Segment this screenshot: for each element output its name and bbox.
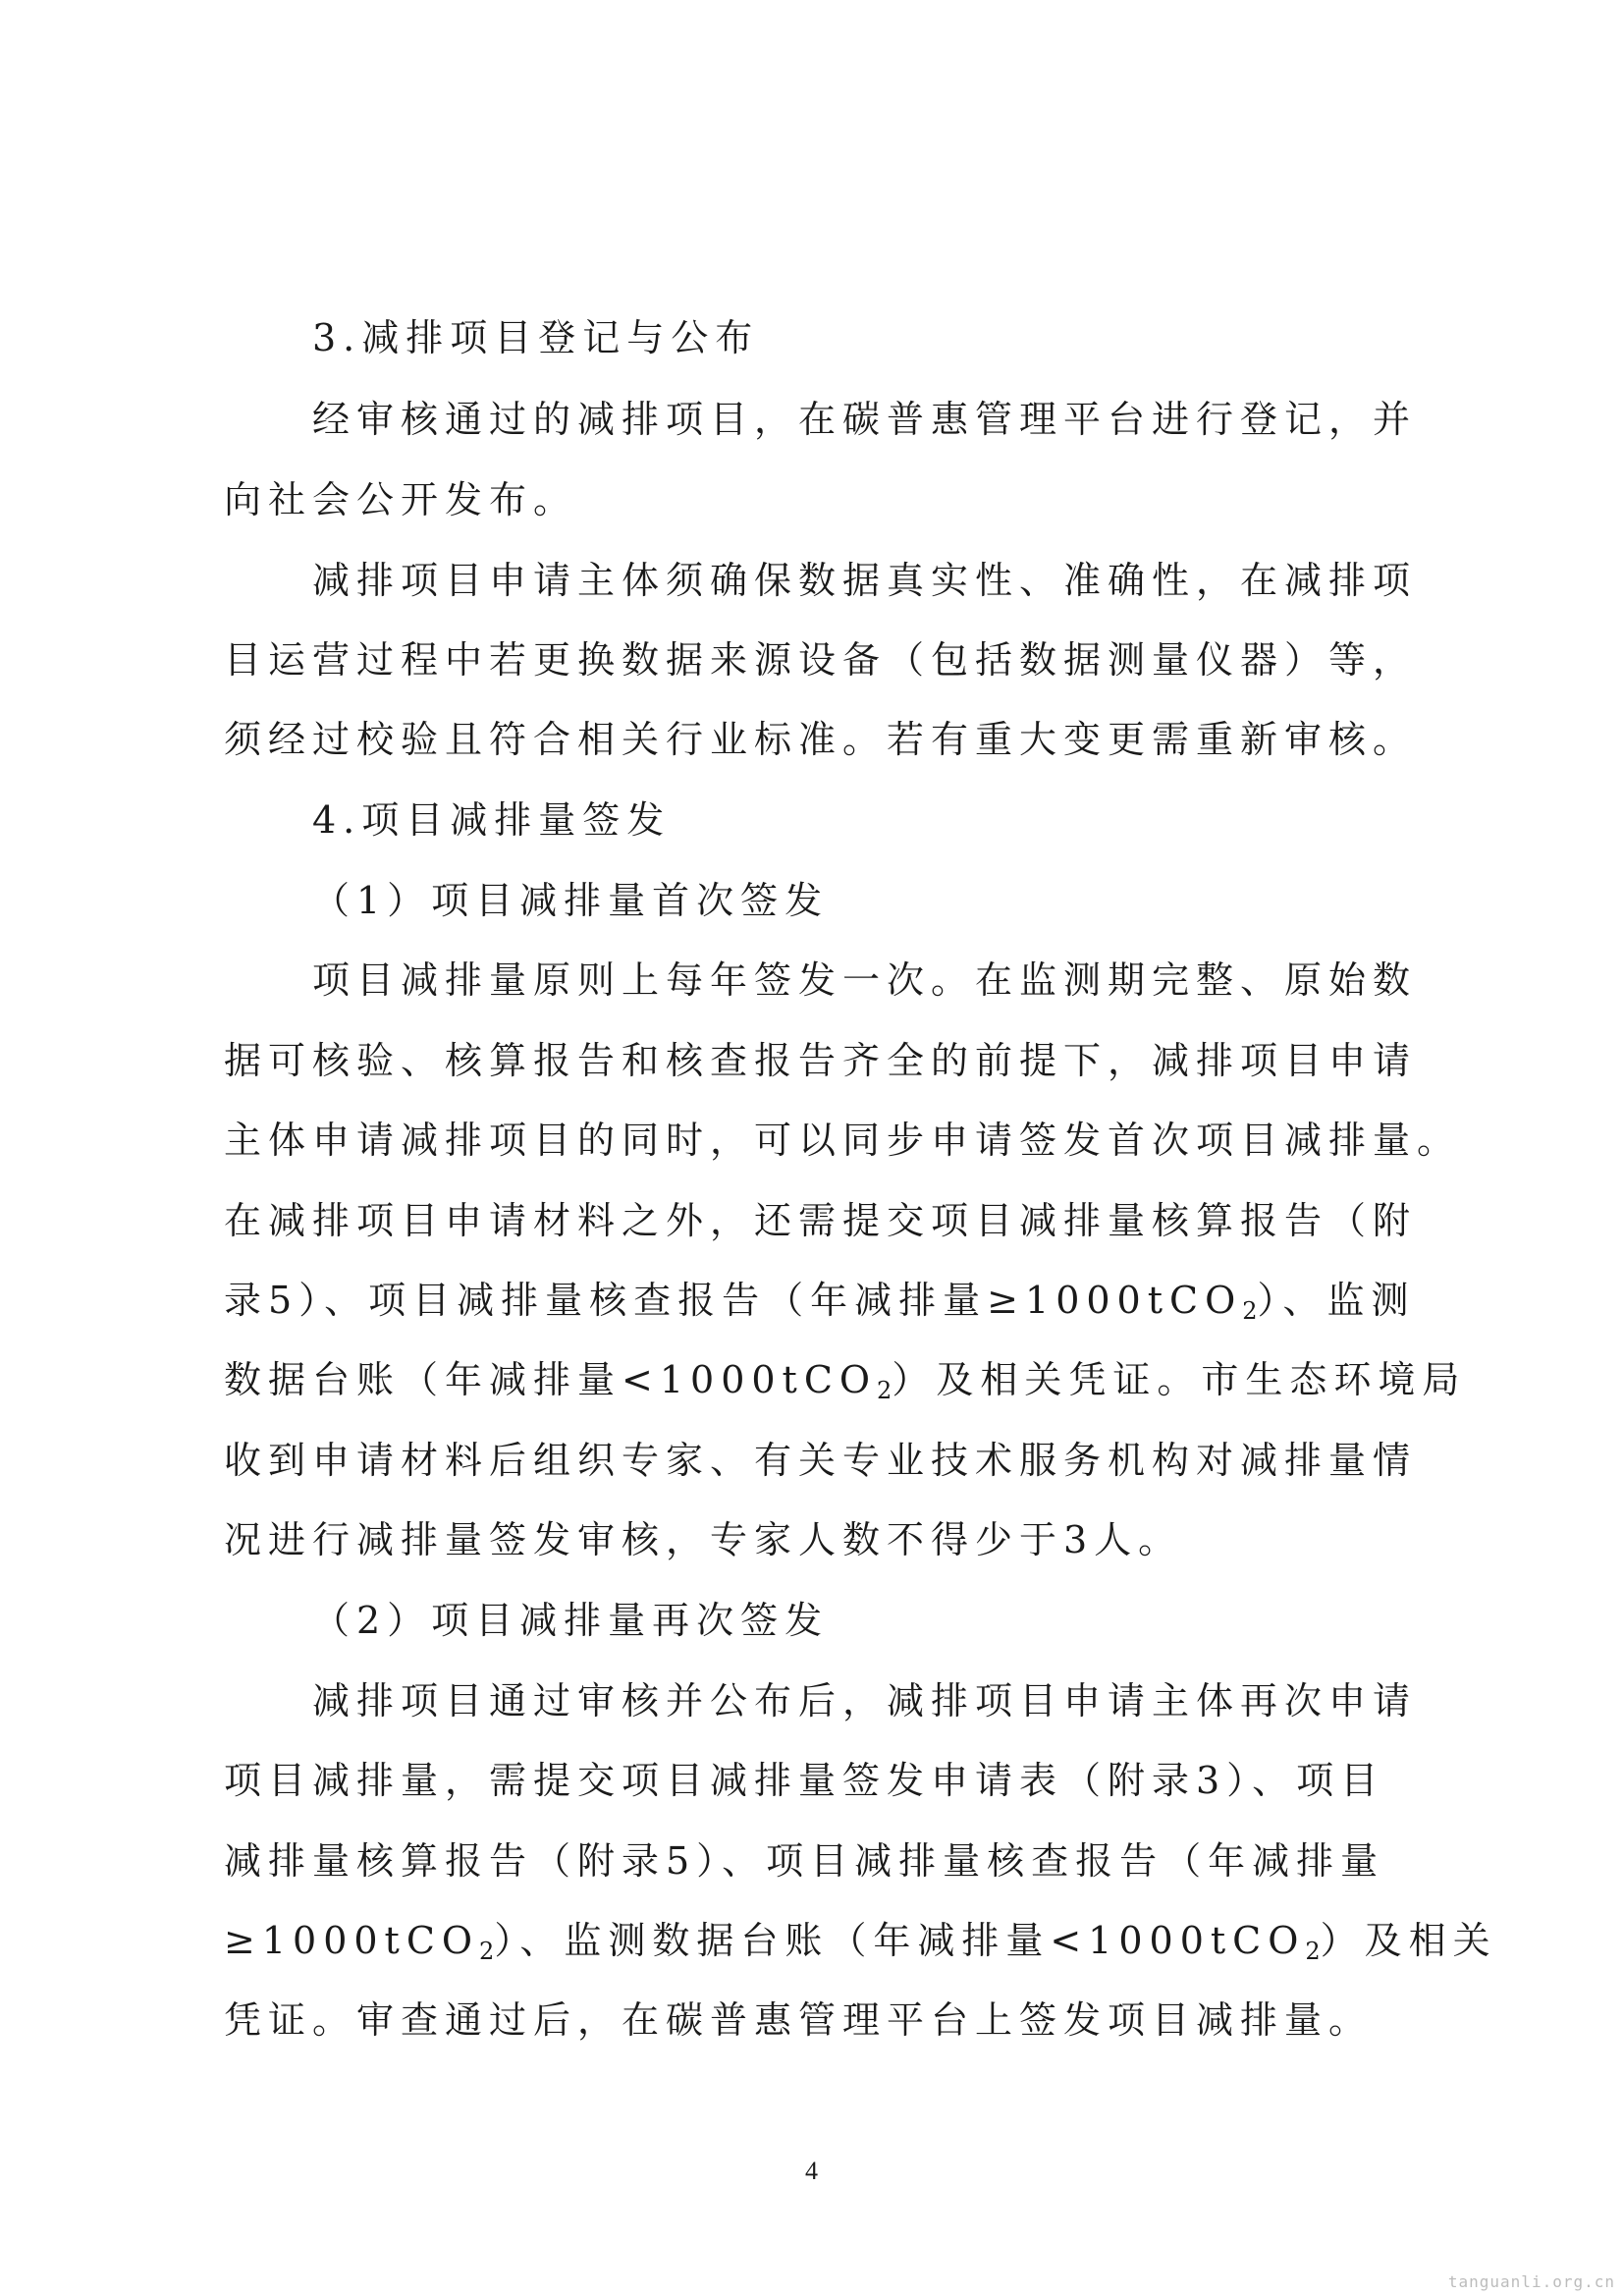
section-heading-4: 4.项目减排量签发: [312, 798, 672, 842]
paragraph-line: 在减排项目申请材料之外，还需提交项目减排量核算报告（附: [224, 1199, 1418, 1242]
paragraph-line: 经审核通过的减排项目，在碳普惠管理平台进行登记，并: [312, 398, 1418, 441]
paragraph-line: 须经过校验且符合相关行业标准。若有重大变更需重新审核。: [224, 718, 1418, 761]
paragraph-line: ≥1000tCO$_2$）、监测数据台账（年减排量<1000tCO$_2$）及相关: [224, 1919, 1497, 1965]
subsection-heading-1: （1）项目减排量首次签发: [312, 879, 830, 922]
paragraph-line: 收到申请材料后组织专家、有关专业技术服务机构对减排量情: [224, 1439, 1418, 1482]
paragraph-line: 减排项目通过审核并公布后，减排项目申请主体再次申请: [312, 1679, 1418, 1722]
paragraph-line: 据可核验、核算报告和核查报告齐全的前提下，减排项目申请: [224, 1039, 1418, 1082]
paragraph-line: 目运营过程中若更换数据来源设备（包括数据测量仪器）等，: [224, 638, 1418, 682]
paragraph-line: 主体申请减排项目的同时，可以同步申请签发首次项目减排量。: [224, 1119, 1462, 1162]
paragraph-line: 况进行减排量签发审核，专家人数不得少于3人。: [224, 1518, 1183, 1561]
paragraph-line: 项目减排量，需提交项目减排量签发申请表（附录3）、项目: [224, 1759, 1385, 1802]
paragraph-line: 数据台账（年减排量<1000tCO$_2$）及相关凭证。市生态环境局: [224, 1358, 1467, 1404]
watermark: tanguanli.org.cn: [1447, 2272, 1615, 2291]
paragraph-line: 凭证。审查通过后，在碳普惠管理平台上签发项目减排量。: [224, 1998, 1374, 2042]
section-heading-3: 3.减排项目登记与公布: [312, 316, 760, 359]
paragraph-line: 项目减排量原则上每年签发一次。在监测期完整、原始数: [312, 958, 1418, 1002]
paragraph-line: 减排量核算报告（附录5）、项目减排量核查报告（年减排量: [224, 1839, 1385, 1883]
paragraph-line: 录5）、项目减排量核查报告（年减排量≥1000tCO$_2$）、监测: [224, 1279, 1416, 1325]
subsection-heading-2: （2）项目减排量再次签发: [312, 1599, 830, 1642]
page-number: 4: [805, 2157, 818, 2185]
paragraph-line: 向社会公开发布。: [224, 478, 578, 521]
paragraph-line: 减排项目申请主体须确保数据真实性、准确性，在减排项: [312, 559, 1418, 602]
